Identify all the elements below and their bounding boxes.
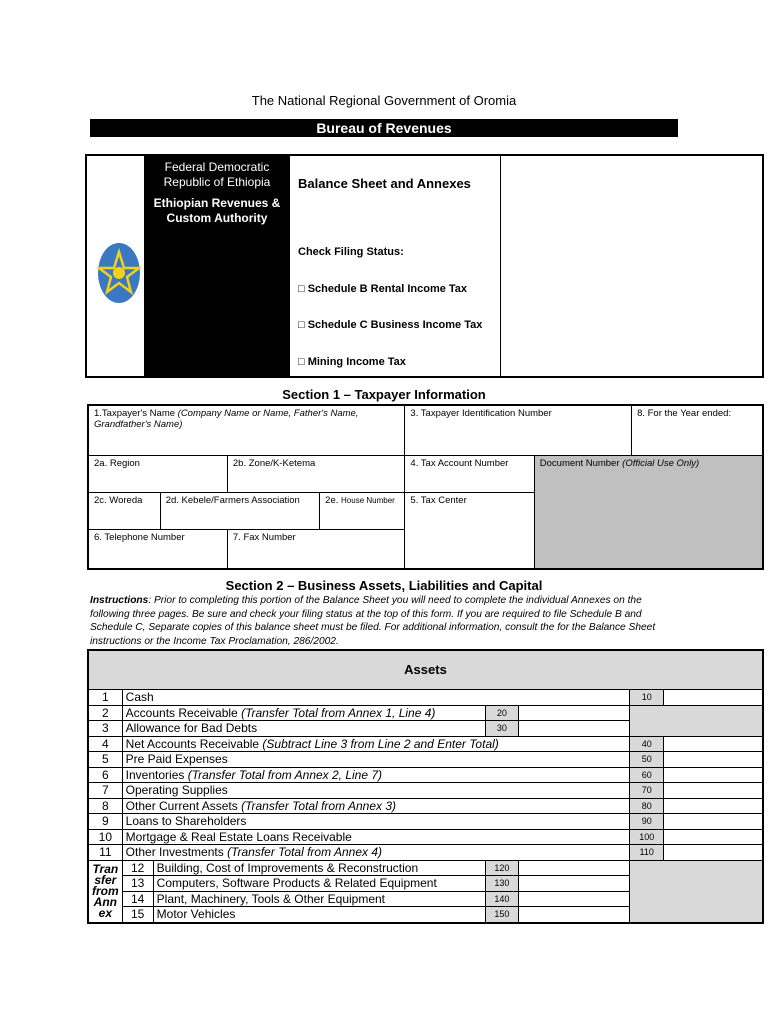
amount-input[interactable] bbox=[518, 876, 630, 892]
table-row bbox=[88, 783, 763, 799]
table-row bbox=[88, 860, 763, 876]
field-label: 2c. Woreda bbox=[94, 494, 143, 506]
amount-input[interactable] bbox=[664, 690, 763, 706]
amount-input[interactable] bbox=[664, 767, 763, 783]
sub-row-cell bbox=[122, 907, 485, 923]
woreda-field[interactable] bbox=[88, 492, 160, 529]
field-label: 2b. Zone/K-Ketema bbox=[232, 457, 316, 469]
row-code: 150 bbox=[485, 907, 518, 923]
option-label: Schedule B Rental Income Tax bbox=[307, 283, 468, 295]
row-number: 4 bbox=[88, 736, 122, 752]
amount-input[interactable] bbox=[518, 891, 630, 907]
option-schedule-b[interactable]: □ Schedule B Rental Income Tax bbox=[298, 283, 468, 295]
field-label: 8. For the Year ended: bbox=[637, 408, 732, 419]
row-label: Cash bbox=[125, 690, 154, 705]
row-code: 40 bbox=[630, 736, 664, 752]
sub-row-cell bbox=[122, 876, 485, 892]
sub-row-cell bbox=[122, 860, 485, 876]
row-code: 50 bbox=[630, 752, 664, 768]
tax-account-field[interactable] bbox=[405, 455, 534, 492]
row-description bbox=[122, 721, 485, 737]
bureau-banner: Bureau of Revenues bbox=[90, 119, 678, 137]
row-number: 1 bbox=[88, 690, 122, 706]
row-label: Plant, Machinery, Tools & Other Equipment bbox=[156, 891, 386, 906]
field-label: Document Number bbox=[539, 457, 620, 469]
amount-input[interactable] bbox=[664, 845, 763, 861]
row-note: (Transfer Total from Annex 2, Line 7) bbox=[187, 767, 383, 782]
row-code: 90 bbox=[630, 814, 664, 830]
table-row bbox=[88, 798, 763, 814]
section1-title: Section 1 – Taxpayer Information bbox=[282, 387, 486, 402]
row-description bbox=[122, 767, 630, 783]
row-number: 7 bbox=[88, 783, 122, 799]
amount-input[interactable] bbox=[664, 798, 763, 814]
agency-panel bbox=[144, 156, 290, 376]
year-ended-field[interactable] bbox=[632, 405, 763, 455]
row-number: 3 bbox=[88, 721, 122, 737]
amount-input[interactable] bbox=[664, 814, 763, 830]
row-code: 140 bbox=[485, 891, 518, 907]
option-label: Schedule C Business Income Tax bbox=[307, 319, 483, 331]
row-note: (Subtract Line 3 from Line 2 and Enter Total) bbox=[262, 736, 499, 751]
agency-line2: Ethiopian Revenues & Custom Authority bbox=[153, 196, 281, 225]
row-code: 30 bbox=[485, 721, 518, 737]
row-description bbox=[122, 798, 630, 814]
row-number: 10 bbox=[88, 829, 122, 845]
kebele-field[interactable] bbox=[160, 492, 319, 529]
field-note: (Official Use Only) bbox=[622, 457, 700, 469]
row-code: 130 bbox=[485, 876, 518, 892]
row-note: (Transfer Total from Annex 1, Line 4) bbox=[241, 705, 436, 720]
option-schedule-c[interactable]: □ Schedule C Business Income Tax bbox=[298, 319, 483, 331]
field-label: 4. Tax Account Number bbox=[410, 457, 509, 469]
assets-table bbox=[87, 649, 764, 924]
amount-input[interactable] bbox=[518, 721, 630, 737]
transfer-label: Tran sfer from Ann ex bbox=[88, 860, 122, 923]
row-code: 60 bbox=[630, 767, 664, 783]
zone-field[interactable] bbox=[227, 455, 405, 492]
region-field[interactable] bbox=[88, 455, 227, 492]
amount-input[interactable] bbox=[664, 829, 763, 845]
field-label: 2e. bbox=[325, 494, 339, 506]
row-number: 2 bbox=[88, 705, 122, 721]
row-label: Computers, Software Products & Related Equipment bbox=[156, 876, 437, 891]
form-header-box bbox=[85, 154, 764, 378]
field-label: 5. Tax Center bbox=[410, 494, 467, 506]
row-label: Loans to Shareholders bbox=[125, 814, 247, 829]
tax-center-field[interactable] bbox=[405, 492, 534, 569]
house-number-field[interactable] bbox=[320, 492, 405, 529]
row-description bbox=[122, 752, 630, 768]
field-label: 6. Telephone Number bbox=[94, 531, 185, 543]
table-row bbox=[88, 736, 763, 752]
row-note: (Transfer Total from Annex 3) bbox=[241, 798, 397, 813]
option-label: Mining Income Tax bbox=[307, 356, 406, 368]
row-number: 8 bbox=[88, 798, 122, 814]
row-number: 9 bbox=[88, 814, 122, 830]
row-number: 15 bbox=[123, 907, 154, 922]
form-title: Balance Sheet and Annexes bbox=[298, 176, 471, 191]
amount-input[interactable] bbox=[518, 705, 630, 721]
amount-input[interactable] bbox=[664, 783, 763, 799]
shaded-cell bbox=[630, 705, 763, 736]
row-code: 120 bbox=[485, 860, 518, 876]
taxpayer-info-table bbox=[87, 404, 764, 570]
assets-heading: Assets bbox=[88, 650, 763, 690]
row-number: 12 bbox=[123, 861, 154, 876]
row-label: Mortgage & Real Estate Loans Receivable bbox=[125, 829, 352, 844]
row-description bbox=[122, 814, 630, 830]
row-number: 14 bbox=[123, 892, 154, 907]
table-row bbox=[88, 767, 763, 783]
row-description bbox=[122, 690, 630, 706]
row-label: Inventories bbox=[125, 767, 185, 782]
agency-line1: Federal Democratic Republic of Ethiopia bbox=[163, 160, 271, 189]
amount-input[interactable] bbox=[664, 736, 763, 752]
field-label: 2a. Region bbox=[94, 457, 140, 469]
row-label: Allowance for Bad Debts bbox=[125, 721, 258, 736]
row-description bbox=[122, 783, 630, 799]
section2-title: Section 2 – Business Assets, Liabilities and Capital bbox=[225, 578, 543, 593]
row-description bbox=[122, 845, 630, 861]
table-row bbox=[88, 752, 763, 768]
field-label: 1.Taxpayer's Name bbox=[94, 408, 176, 419]
table-row bbox=[88, 845, 763, 861]
check-filing-label: Check Filing Status: bbox=[298, 246, 404, 258]
amount-input[interactable] bbox=[518, 907, 630, 923]
option-mining[interactable]: □ Mining Income Tax bbox=[298, 356, 406, 368]
row-description bbox=[122, 829, 630, 845]
row-label: Motor Vehicles bbox=[156, 907, 236, 922]
fax-field[interactable] bbox=[227, 529, 405, 569]
row-code: 110 bbox=[630, 845, 664, 861]
shaded-cell bbox=[630, 860, 763, 923]
field-note: House Number bbox=[341, 495, 395, 505]
row-code: 100 bbox=[630, 829, 664, 845]
row-code: 80 bbox=[630, 798, 664, 814]
row-code: 10 bbox=[630, 690, 664, 706]
field-note: (Company Name or Name, Father's Name, Grandfather's Name) bbox=[94, 408, 359, 430]
field-label: 3. Taxpayer Identification Number bbox=[410, 408, 552, 419]
row-label: Pre Paid Expenses bbox=[125, 752, 228, 767]
row-note: (Transfer Total from Annex 4) bbox=[227, 845, 383, 860]
amount-input[interactable] bbox=[664, 752, 763, 768]
table-row bbox=[88, 705, 763, 721]
government-title: The National Regional Government of Oromia bbox=[251, 93, 517, 108]
row-label: Operating Supplies bbox=[125, 783, 228, 798]
tin-field[interactable] bbox=[405, 405, 632, 455]
row-description bbox=[122, 736, 630, 752]
sub-row-cell bbox=[122, 891, 485, 907]
telephone-field[interactable] bbox=[88, 529, 227, 569]
row-label: Accounts Receivable bbox=[125, 705, 238, 720]
row-number: 13 bbox=[123, 876, 154, 891]
row-label: Building, Cost of Improvements & Reconstruction bbox=[156, 860, 419, 875]
row-code: 20 bbox=[485, 705, 518, 721]
instructions-body: : Prior to completing this portion of the Balance Sheet you will need to complete the individual Annexes on the following three pages. Be sure and check your filing status at the top of this form. If you are required to file Schedule B and Schedule C, Separate copies of this balance sheet must be filed. For additional information, consult the for the Balance Sheet instructions or the Income Tax Proclamation, 286/2002. bbox=[90, 595, 656, 647]
row-label: Net Accounts Receivable bbox=[125, 736, 260, 751]
field-label: 7. Fax Number bbox=[232, 531, 296, 543]
row-label: Other Current Assets bbox=[125, 798, 238, 813]
form-title-panel bbox=[290, 156, 501, 376]
table-row bbox=[88, 690, 763, 706]
taxpayer-name-field[interactable] bbox=[88, 405, 405, 455]
table-row bbox=[88, 814, 763, 830]
row-label: Other Investments bbox=[125, 845, 224, 860]
instructions-text bbox=[90, 594, 680, 648]
table-row bbox=[88, 829, 763, 845]
row-description bbox=[122, 705, 485, 721]
row-number: 6 bbox=[88, 767, 122, 783]
instructions-label: Instructions bbox=[90, 595, 149, 606]
document-number-field bbox=[534, 455, 763, 569]
field-label: 2d. Kebele/Farmers Association bbox=[165, 494, 300, 506]
amount-input[interactable] bbox=[518, 860, 630, 876]
ethiopia-emblem-icon bbox=[97, 242, 141, 304]
row-number: 5 bbox=[88, 752, 122, 768]
row-number: 11 bbox=[88, 845, 122, 861]
row-code: 70 bbox=[630, 783, 664, 799]
